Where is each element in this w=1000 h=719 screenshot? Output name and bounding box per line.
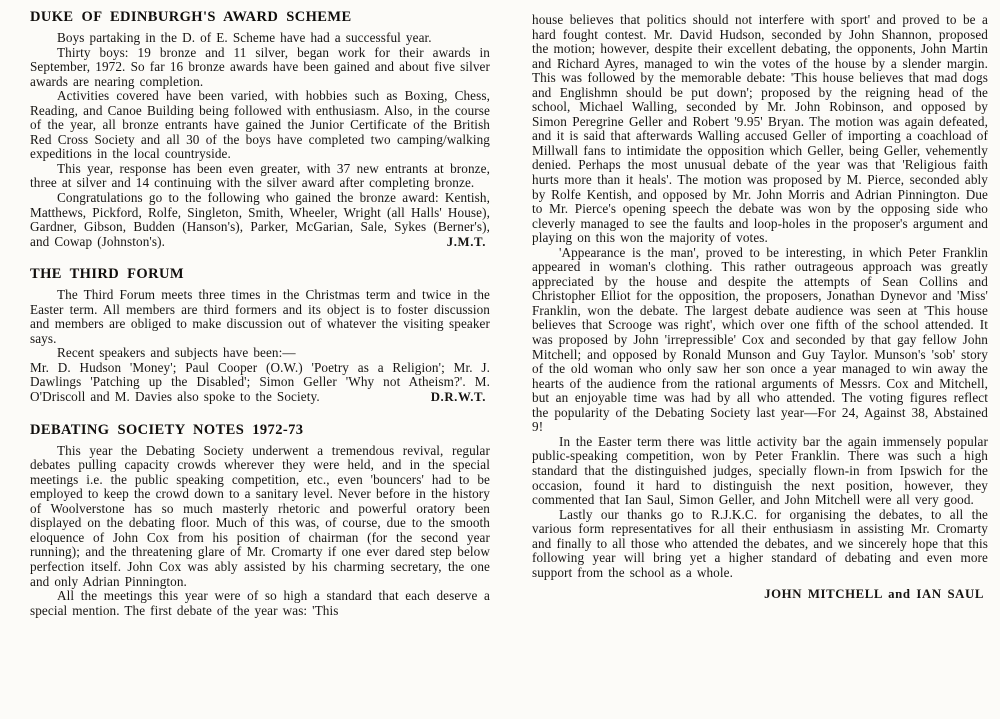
paragraph: This year the Debating Society underwent a tremendous revival, regular debates pulling capacity crowds wherever they were held, and in the special meetings i.e. the public speaking competition, etc., even 'bouncers' had to be employed to keep the crowd down to a sanitary level. Never before in the history of Woolverstone has so much masterly rhetoric and powerful oratory been displayed on the debating floor. Much of this was, of course, due to the smooth eloquence of John Cox from his position of chairman (for the second year running); and the threatening glare of Mr. Cromarty if one ever dared step below perfection itself. John Cox was ably assisted by his charming secretary, the one and only Adrian Pinnington. <box>30 442 490 589</box>
paragraph: Mr. D. Hudson 'Money'; Paul Cooper (O.W.) 'Poetry as a Religion'; Mr. J. Dawlings 'Patching up the Disabled'; Simon Geller 'Why not Atheism?'. M. O'Driscoll and M. Davies also spoke to the Society. <box>30 359 490 405</box>
paragraph: Lastly our thanks go to R.J.K.C. for organising the debates, to all the various form representatives for all their enthusiasm in assisting Mr. Cromarty and finally to all those who attended the debates, and we sincerely hope that this following year will bring yet a higher standard of debating and even more support from the school as a whole. <box>532 506 988 580</box>
paragraph: 'Appearance is the man', proved to be interesting, in which Peter Franklin appeared in woman's clothing. This rather outrageous approach was greatly appreciated by the house and despite the attempts of Sean Collins and Christopher Elliot for the opposition, the proposers, Jonathan Dynevor and 'Miss' Franklin, won the debate. The largest debate audience was seen at 'This house believes that Scrooge was right', which over one fifth of the school attended. It was proposed by John 'irrepressible' Cox and seconded by that gay fellow John Mitchell; and opposed by Ronald Munson and Guy Taylor. Munson's 'sob' story of the old woman who only saw her son once a year managed to win away the hearts of the audience from the rational arguments of Messrs. Cox and Mitchell, but an enjoyable time was had by all who attended. The voting figures reflect the popularity of the Debating Society last year—For 24, Against 38, Abstained 9! <box>532 244 988 435</box>
paragraph: Activities covered have been varied, with hobbies such as Boxing, Chess, Reading, and Canoe Building being followed with enthusiasm. Also, in the course of the year, all bronze entrants have gained the Junior Certificate of the British Red Cross Society and all 30 of the boys have completed two camping/walking expeditions in the local countryside. <box>30 88 490 162</box>
paragraph: Boys partaking in the D. of E. Scheme have had a successful year. <box>57 30 432 45</box>
section-debating-society-notes <box>30 422 490 619</box>
paragraph: Congratulations go to the following who gained the bronze award: Kentish, Matthews, Pickford, Rolfe, Singleton, Smith, Wheeler, Wright (all Halls' House), Gardner, Gibson, Budden (Hanson's), Parker, McGarian, Sale, Sykes (Berner's), and Cowap (Johnston's). <box>30 190 490 249</box>
paragraph: Thirty boys: 19 bronze and 11 silver, began work for their awards in September, 1972. So far 16 bronze awards have been gained and about five silver awards are nearing completion. <box>30 44 490 89</box>
authors-signature: JOHN MITCHELL and IAN SAUL <box>764 587 984 602</box>
paragraph: Recent speakers and subjects have been:— <box>57 345 296 361</box>
paragraph: This year, response has been even greater, with 37 new entrants at bronze, three at silver and 14 continuing with the silver award after completing bronze. <box>30 160 490 191</box>
paragraph: All the meetings this year were of so high a standard that each deserve a special mention. The first debate of the year was: 'This <box>30 588 490 618</box>
author-initials: D.R.W.T. <box>430 390 486 405</box>
left-column <box>30 9 490 719</box>
section-heading: THE THIRD FORUM <box>30 266 184 283</box>
section-heading: DUKE OF EDINBURGH'S AWARD SCHEME <box>30 9 352 25</box>
section-the-third-forum <box>30 266 490 404</box>
paragraph: house believes that politics should not interfere with sport' and proved to be a hard fought contest. Mr. David Hudson, seconded by John Shannon, proposed the motion; however, despite their excellent debating, the opponents, John Martin and Richard Ayres, managed to win the votes of the house by a slender margin. This was followed by the memorable debate: 'This house believes that mad dogs and Englishmn should be put down'; proposed by the reigning head of the school, Michael Walling, seconded by Mr. John Robinson, and opposed by Simon Peregrine Geller and Robert '9.95' Bryan. The motion was again defeated, and it is said that afterwards Walling accused Geller of importing a coachload of Millwall fans to intimidate the opposition which Geller, being Geller, vehemently denied. Perhaps the most unusual debate of the year was that 'Religious faith hurts more than it heals'. The motion was proposed by M. Pierce, seconded ably by Rolfe Kentish, and opposed by Mr. John Morris and Adrian Pinnington. Due to Mr. Pierce's opening speech the debate was won by the opposing side who cleverly managed to see the faults and loop-holes in the proposer's argument and playing on this won the majority of votes. <box>532 12 988 246</box>
section-duke-of-edinburgh-award-scheme <box>30 9 490 249</box>
right-column <box>532 9 988 719</box>
paragraph: The Third Forum meets three times in the Christmas term and twice in the Easter term. All members are third formers and its object is to foster discussion and members are obliged to make discussion out of whatever the visiting speaker says. <box>30 287 490 346</box>
paragraph: In the Easter term there was little activity bar the again immensely popular public-speaking competition, won by Peter Franklin. There was such a high standard that the distinguished judges, specially flown-in from Ipswich for the occasion, found it hard to distinguish the next position, however, they commented that Ian Saul, Simon Geller, and John Mitchell were all very good. <box>532 433 988 508</box>
section-heading: DEBATING SOCIETY NOTES 1972-73 <box>30 421 304 438</box>
author-initials: J.M.T. <box>446 234 486 249</box>
